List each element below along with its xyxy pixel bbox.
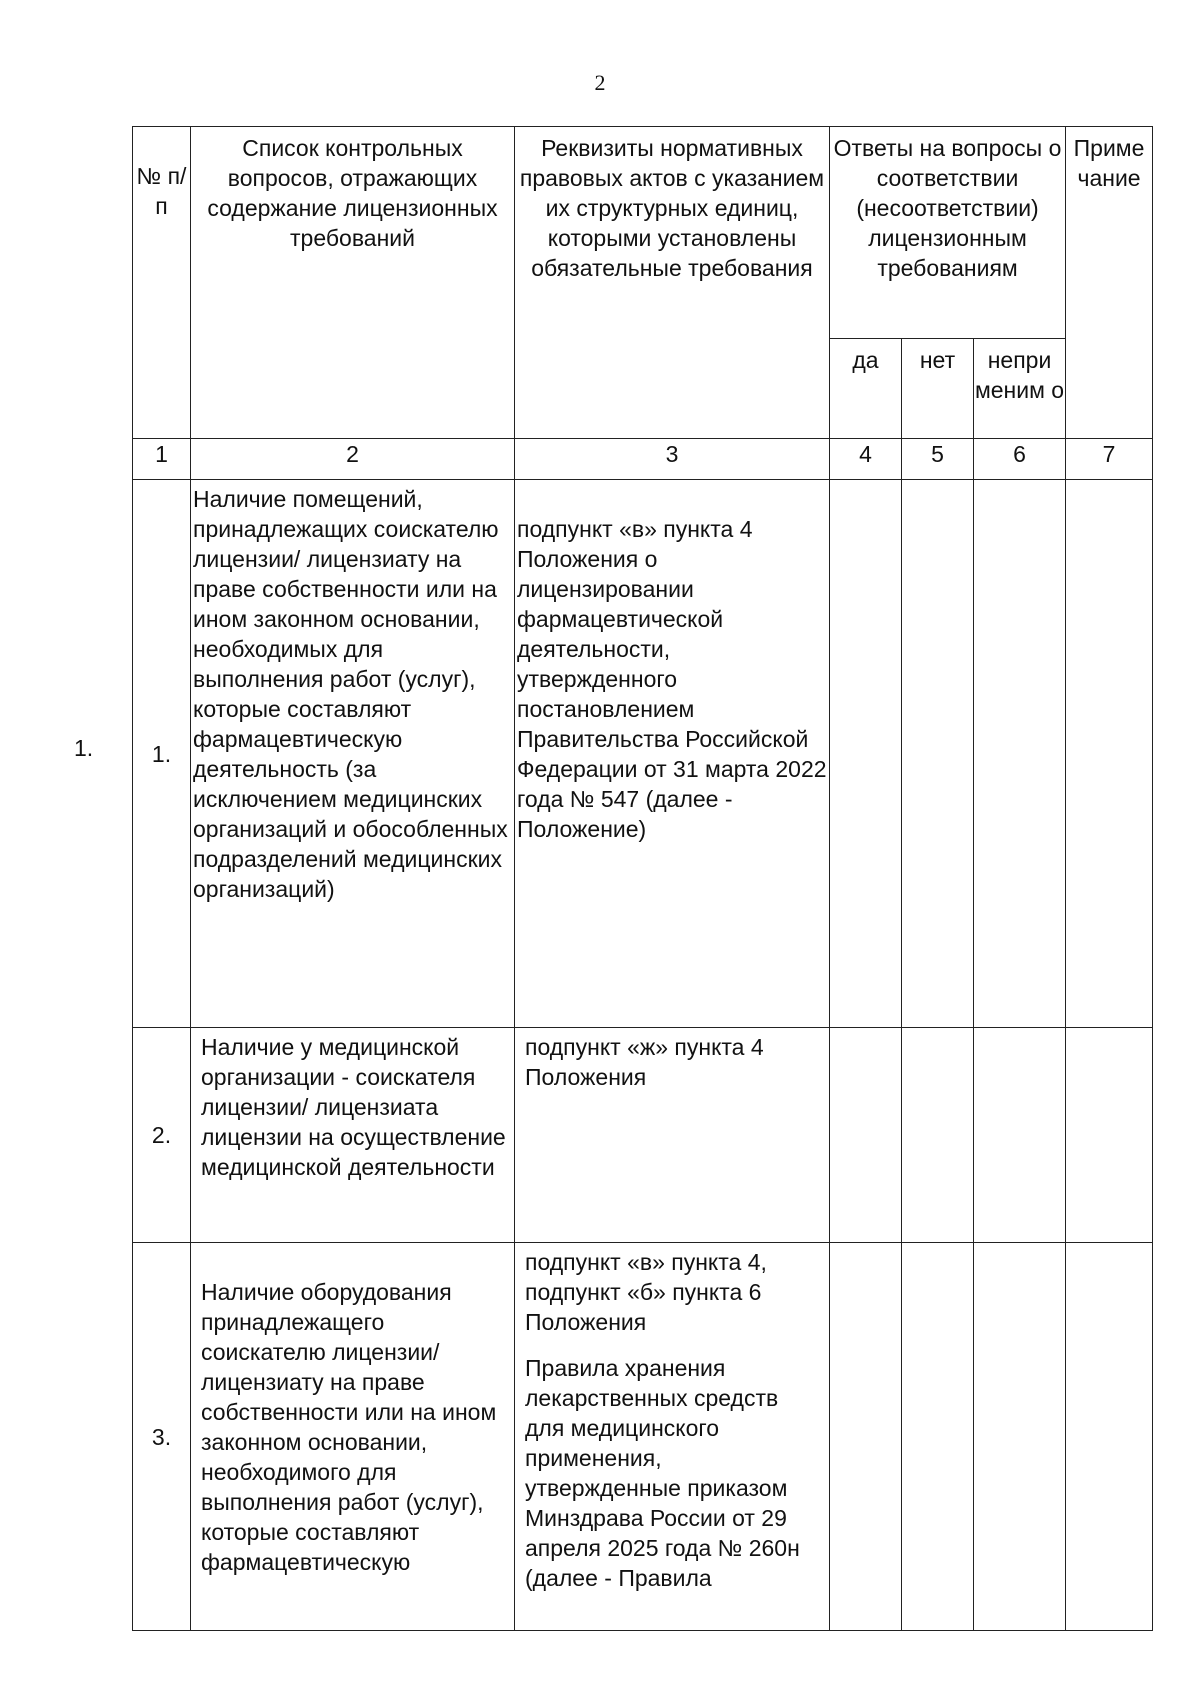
column-number: 7 bbox=[1066, 439, 1153, 480]
requisite-paragraph: подпункт «в» пункта 4, подпункт «б» пункта 6 Положения bbox=[525, 1249, 767, 1335]
header-questions: Список контрольных вопросов, отражающих содержание лицензионных требований bbox=[191, 127, 515, 439]
column-number-row bbox=[133, 439, 1153, 480]
requisite-text bbox=[515, 1028, 830, 1243]
question-text: Наличие у медицинской организации - соискателя лицензии/ лицензиата лицензии на осуществление медицинской деятельности bbox=[191, 1028, 515, 1243]
row-number: 3. bbox=[133, 1243, 191, 1631]
column-number: 2 bbox=[191, 439, 515, 480]
header-not-applicable: непри меним о bbox=[974, 339, 1066, 439]
table-row bbox=[133, 480, 1153, 1028]
note-cell[interactable] bbox=[1066, 480, 1153, 1028]
header-requisites: Реквизиты нормативных правовых актов с указанием их структурных единиц, которыми установлены обязательные требования bbox=[515, 127, 830, 439]
column-number: 5 bbox=[902, 439, 974, 480]
question-text: Наличие оборудования принадлежащего соискателю лицензии/ лицензиату на праве собственности или на ином законном основании, необходимого для выполнения работ (услуг), которые составляют фармацевтическую bbox=[191, 1243, 515, 1631]
header-number: № п/п bbox=[133, 127, 191, 439]
checklist-table bbox=[132, 126, 1153, 1631]
header-answers: Ответы на вопросы о соответствии (несоответствии) лицензионным требованиям bbox=[830, 127, 1066, 339]
question-text: Наличие помещений, принадлежащих соискателю лицензии/ лицензиату на праве собственности или на ином законном основании, необходимых для выполнения работ (услуг), которые составляют фармацевтическую деятельность (за исключением медицинских организаций и обособленных подразделений медицинских организаций) bbox=[191, 480, 515, 1028]
row-number: 1. bbox=[133, 480, 191, 1028]
requisite-paragraph: Правила хранения лекарственных средств для медицинского применения, утвержденные приказом Минздрава России от 29 апреля 2025 года № 260н (далее - Правила bbox=[525, 1355, 800, 1591]
answer-yes-cell[interactable] bbox=[830, 480, 902, 1028]
column-number: 1 bbox=[133, 439, 191, 480]
answer-yes-cell[interactable] bbox=[830, 1028, 902, 1243]
header-note: Приме чание bbox=[1066, 127, 1153, 439]
requisite-paragraph: подпункт «ж» пункта 4 Положения bbox=[525, 1034, 764, 1090]
answer-no-cell[interactable] bbox=[902, 1028, 974, 1243]
column-number: 6 bbox=[974, 439, 1066, 480]
requisite-text bbox=[515, 1243, 830, 1631]
column-number: 3 bbox=[515, 439, 830, 480]
note-cell[interactable] bbox=[1066, 1243, 1153, 1631]
header-yes: да bbox=[830, 339, 902, 439]
requisite-text bbox=[515, 480, 830, 1028]
answer-na-cell[interactable] bbox=[974, 480, 1066, 1028]
row-number: 2. bbox=[133, 1028, 191, 1243]
page-number: 2 bbox=[594, 70, 606, 95]
answer-no-cell[interactable] bbox=[902, 480, 974, 1028]
answer-no-cell[interactable] bbox=[902, 1243, 974, 1631]
table-row bbox=[133, 1028, 1153, 1243]
answer-na-cell[interactable] bbox=[974, 1028, 1066, 1243]
answer-na-cell[interactable] bbox=[974, 1243, 1066, 1631]
header-no: нет bbox=[902, 339, 974, 439]
margin-item-number: 1. bbox=[74, 735, 94, 761]
note-cell[interactable] bbox=[1066, 1028, 1153, 1243]
answer-yes-cell[interactable] bbox=[830, 1243, 902, 1631]
requisite-paragraph: подпункт «в» пункта 4 Положения о лицензировании фармацевтической деятельности, утвержденного постановлением Правительства Российской Федерации от 31 марта 2022 года № 547 (далее - Положение) bbox=[517, 516, 827, 842]
column-number: 4 bbox=[830, 439, 902, 480]
table-row bbox=[133, 1243, 1153, 1631]
